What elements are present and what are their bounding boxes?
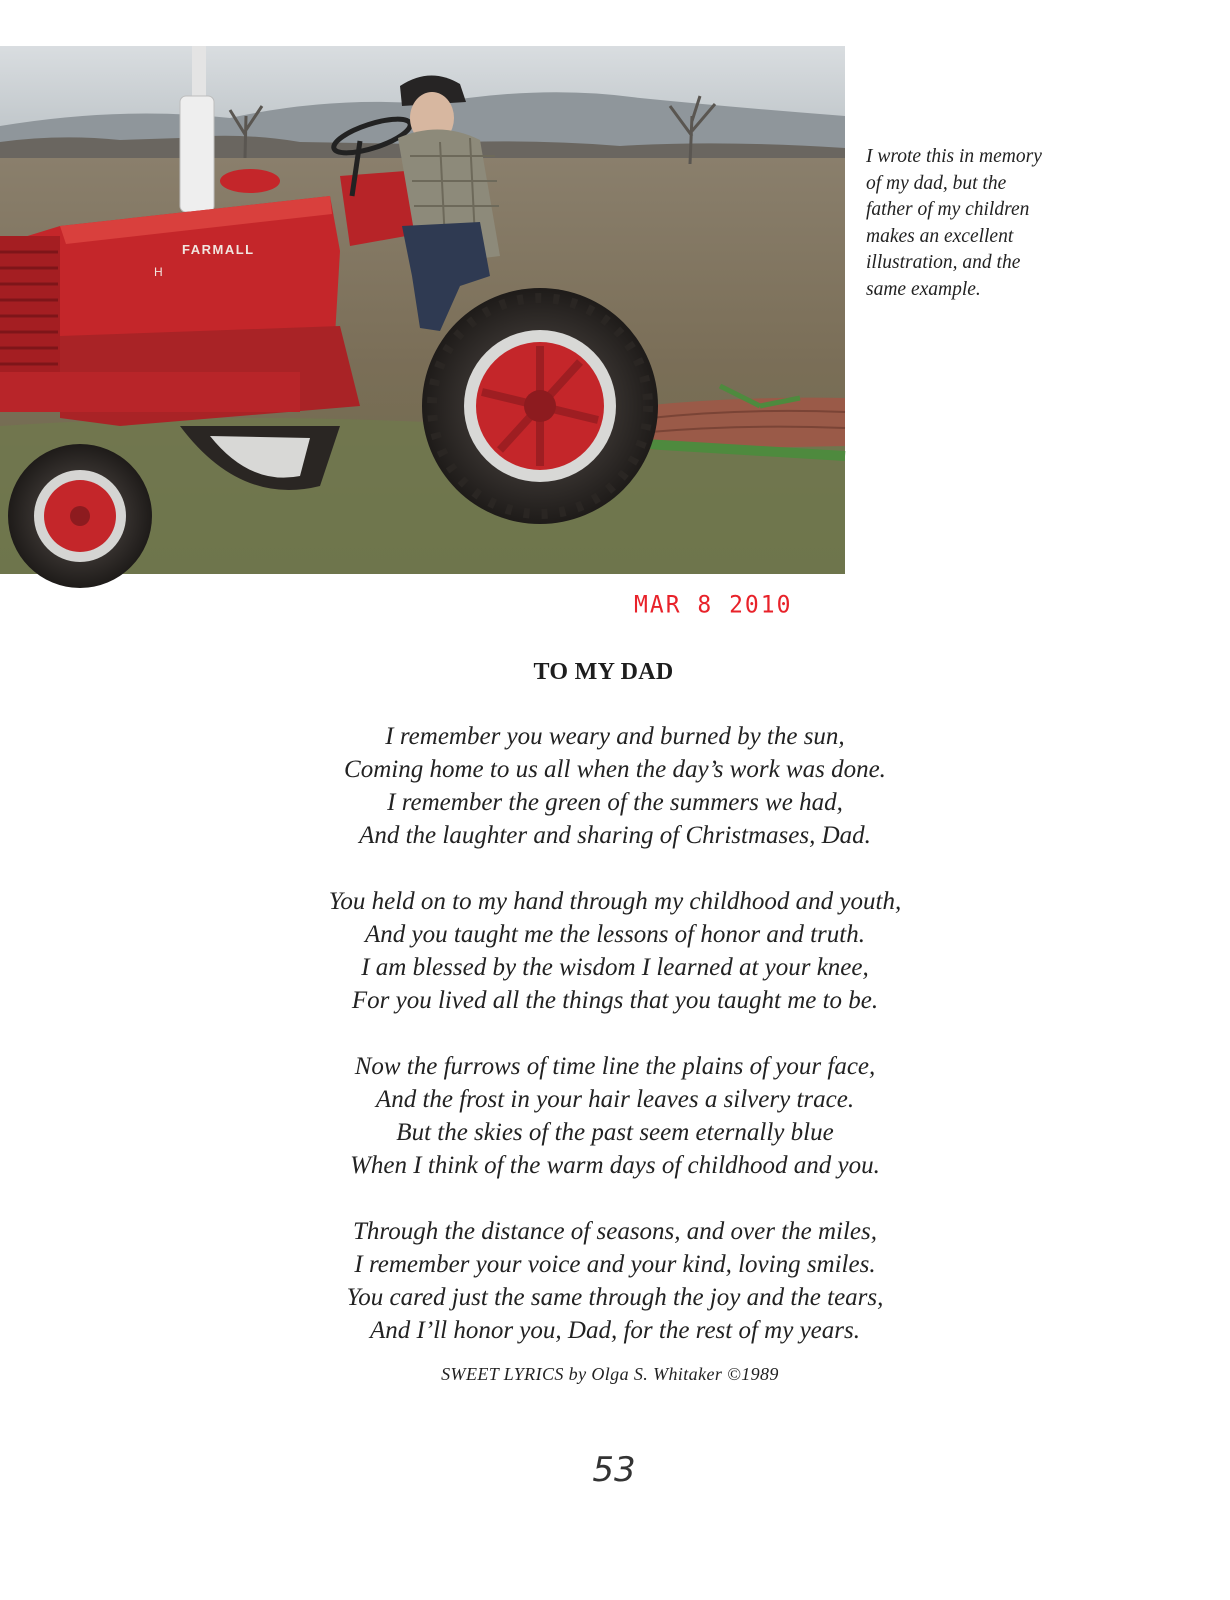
poem-line: For you lived all the things that you taught me to be. (351, 987, 879, 1014)
model-badge: H (154, 265, 163, 279)
stanza (0, 1215, 1230, 1347)
poem-line: And the frost in your hair leaves a silvery trace. (375, 1086, 855, 1113)
stanza (0, 720, 1230, 852)
poem-line: And you taught me the lessons of honor and truth. (365, 921, 865, 948)
stanza (0, 1050, 1230, 1182)
date-stamp: MAR 8 2010 (634, 591, 793, 619)
poem-line: When I think of the warm days of childhood and you. (350, 1152, 880, 1179)
credit-line: SWEET LYRICS by Olga S. Whitaker ©1989 (441, 1364, 779, 1384)
side-note (866, 144, 1196, 303)
poem-body (0, 720, 1230, 1380)
side-note-line: I wrote this in memory (866, 146, 1042, 167)
poem-line: And I’ll honor you, Dad, for the rest of my years. (370, 1317, 860, 1344)
poem-line: I remember your voice and your kind, loving smiles. (354, 1251, 876, 1278)
farmall-badge: FARMALL (182, 242, 255, 257)
side-note-line: father of my children (866, 199, 1030, 220)
poem-line: Now the furrows of time line the plains of your face, (354, 1053, 876, 1080)
poem-title: TO MY DAD (533, 659, 674, 685)
stanza (0, 885, 1230, 1017)
side-note-line: of my dad, but the (866, 172, 1007, 194)
poem-line: You held on to my hand through my childhood and youth, (328, 888, 902, 915)
poem-line: But the skies of the past seem eternally blue (396, 1119, 834, 1146)
poem-line: And the laughter and sharing of Christmases, Dad. (359, 822, 871, 849)
page-number: 53 (592, 1450, 636, 1490)
poem-line: Coming home to us all when the day’s work was done. (344, 756, 886, 783)
poem-line: I remember you weary and burned by the sun, (385, 723, 845, 750)
poem-line: You cared just the same through the joy and the tears, (346, 1284, 884, 1311)
poem-line: I am blessed by the wisdom I learned at your knee, (361, 954, 869, 981)
poem-line: Through the distance of seasons, and over the miles, (352, 1218, 878, 1245)
side-note-line: same example. (866, 278, 981, 300)
tractor-photo (0, 46, 845, 619)
poem-line: I remember the green of the summers we had, (387, 789, 843, 816)
side-note-line: makes an excellent (866, 225, 1014, 247)
side-note-line: illustration, and the (866, 252, 1021, 273)
